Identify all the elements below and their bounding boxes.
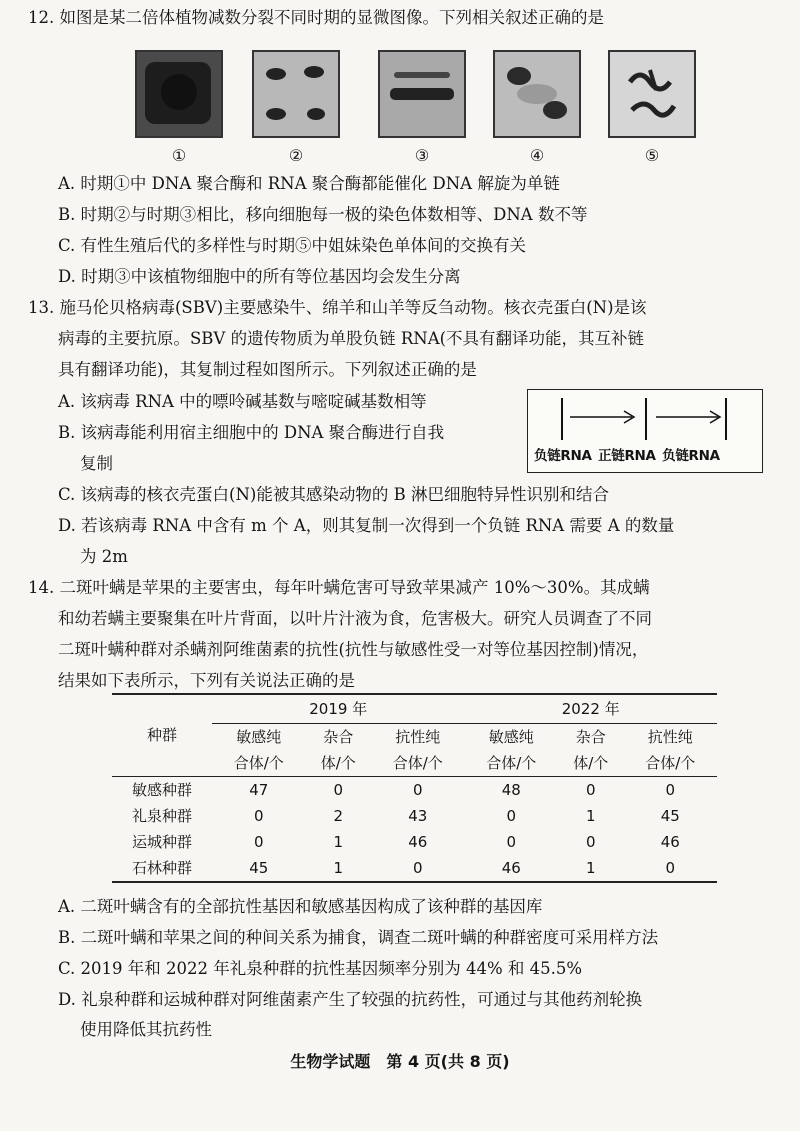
q14-stem-line-3: 二斑叶螨种群对杀螨剂阿维菌素的抗性(抗性与敏感性受一对等位基因控制)情况，	[58, 640, 649, 659]
table-subheader-unit: 合体/个	[486, 753, 537, 772]
table-subheader: 抗性纯	[647, 727, 693, 746]
table-cell: 0	[665, 858, 675, 877]
table-header-2022: 2022 年	[464, 694, 717, 724]
q14-stem-line-1: 14. 二斑叶螨是苹果的主要害虫，每年叶螨危害可导致苹果减产 10%～30%。其成螨	[28, 578, 650, 597]
q13-option-a: A. 该病毒 RNA 中的嘌呤碱基数与嘧啶碱基数相等	[58, 392, 427, 411]
table-subheader: 敏感纯	[488, 727, 534, 746]
micrograph-4	[493, 50, 581, 138]
micrograph-label-4: ④	[529, 146, 545, 165]
q14-stem-line-4: 结果如下表所示，下列有关说法正确的是	[58, 671, 355, 690]
table-cell: 1	[585, 806, 596, 825]
q13-option-b-cont: 复制	[80, 454, 113, 473]
table-cell: 0	[506, 832, 516, 851]
q12-option-b: B. 时期②与时期③相比，移向细胞每一极的染色体数相等、DNA 数不等	[58, 205, 588, 224]
q14-stem-line-2: 和幼若螨主要聚集在叶片背面，以叶片汁液为食，危害极大。研究人员调查了不同	[58, 609, 652, 628]
table-subheader: 抗性纯	[395, 727, 441, 746]
table-subheader-unit: 合体/个	[233, 753, 284, 772]
table-cell: 0	[585, 832, 596, 851]
q14-option-d: D. 礼泉种群和运城种群对阿维菌素产生了较强的抗药性，可通过与其他药剂轮换	[58, 990, 643, 1009]
table-cell: 45	[249, 858, 269, 877]
table-cell: 46	[660, 832, 680, 851]
micrograph-label-3: ③	[414, 146, 430, 165]
q13-option-d-cont: 为 2m	[80, 547, 128, 566]
table-subheader: 杂合	[575, 727, 606, 746]
table-subheader: 敏感纯	[236, 727, 282, 746]
diagram-label-positive: 正链RNA	[598, 448, 656, 464]
table-subheader-unit: 体/个	[573, 753, 609, 772]
micrograph-label-5: ⑤	[644, 146, 660, 165]
table-subheader-unit: 体/个	[320, 753, 356, 772]
table-cell: 0	[506, 806, 516, 825]
resistance-table	[112, 693, 717, 883]
table-cell: 47	[249, 780, 269, 799]
table-cell: 0	[253, 806, 264, 825]
row-name: 礼泉种群	[131, 806, 192, 825]
table-subheader: 杂合	[323, 727, 354, 746]
table-cell: 1	[585, 858, 596, 877]
diagram-label-negative-2: 负链RNA	[662, 448, 720, 464]
table-cell: 45	[660, 806, 680, 825]
micrograph-3	[378, 50, 466, 138]
table-row	[112, 777, 717, 804]
table-cell: 0	[665, 780, 675, 799]
q12-option-a: A. 时期①中 DNA 聚合酶和 RNA 聚合酶都能催化 DNA 解旋为单链	[58, 174, 560, 193]
q13-stem-line-2: 病毒的主要抗原。SBV 的遗传物质为单股负链 RNA(不具有翻译功能，其互补链	[58, 329, 645, 348]
q14-option-c: C. 2019 年和 2022 年礼泉种群的抗性基因频率分别为 44% 和 45.5%	[58, 959, 583, 978]
table-cell: 1	[333, 832, 344, 851]
table-header-2019: 2019 年	[212, 694, 464, 724]
micrograph-1	[135, 50, 223, 138]
q13-stem-line-3: 具有翻译功能)，其复制过程如图所示。下列叙述正确的是	[58, 360, 477, 379]
q12-micrographs	[0, 46, 800, 166]
diagram-labels	[534, 446, 722, 466]
micrograph-5	[608, 50, 696, 138]
diagram-label-negative-1: 负链RNA	[534, 448, 592, 464]
micrograph-2	[252, 50, 340, 138]
q12-option-c: C. 有性生殖后代的多样性与时期⑤中姐妹染色单体间的交换有关	[58, 236, 527, 255]
table-cell: 0	[412, 858, 423, 877]
micrograph-label-1: ①	[171, 146, 187, 165]
row-name: 运城种群	[131, 832, 192, 851]
page-footer: 生物学试题 第 4 页(共 8 页)	[290, 1052, 510, 1071]
table-row	[112, 803, 717, 829]
table-cell: 0	[412, 780, 423, 799]
q14-option-b: B. 二斑叶螨和苹果之间的种间关系为捕食，调查二斑叶螨的种群密度可采用样方法	[58, 928, 659, 947]
micrograph-label-2: ②	[288, 146, 304, 165]
table-cell: 1	[333, 858, 344, 877]
q13-option-d: D. 若该病毒 RNA 中含有 m 个 A，则其复制一次得到一个负链 RNA 需要 A 的数量	[58, 516, 675, 535]
table-header-population: 种群	[112, 694, 212, 777]
row-name: 石林种群	[131, 858, 192, 877]
table-row	[112, 855, 717, 882]
rna-replication-diagram	[527, 389, 763, 473]
q12-option-d: D. 时期③中该植物细胞中的所有等位基因均会发生分离	[58, 267, 461, 286]
table-row	[112, 829, 717, 855]
table-cell: 46	[408, 832, 428, 851]
q13-stem-line-1: 13. 施马伦贝格病毒(SBV)主要感染牛、绵羊和山羊等反刍动物。核衣壳蛋白(N)是该	[28, 298, 647, 317]
table-cell: 0	[585, 780, 596, 799]
table-cell: 48	[501, 780, 521, 799]
table-cell: 0	[253, 832, 264, 851]
table-cell: 0	[333, 780, 344, 799]
q13-option-c: C. 该病毒的核衣壳蛋白(N)能被其感染动物的 B 淋巴细胞特异性识别和结合	[58, 485, 609, 504]
q14-option-d-cont: 使用降低其抗药性	[80, 1020, 212, 1039]
table-subheader-unit: 合体/个	[392, 753, 443, 772]
table-cell: 43	[408, 806, 428, 825]
table-subheader-unit: 合体/个	[645, 753, 696, 772]
q12-stem: 12. 如图是某二倍体植物减数分裂不同时期的显微图像。下列相关叙述正确的是	[28, 8, 604, 27]
table-cell: 2	[333, 806, 344, 825]
q13-option-b: B. 该病毒能利用宿主细胞中的 DNA 聚合酶进行自我	[58, 423, 445, 442]
table-cell: 46	[501, 858, 521, 877]
q14-option-a: A. 二斑叶螨含有的全部抗性基因和敏感基因构成了该种群的基因库	[58, 897, 543, 916]
row-name: 敏感种群	[131, 780, 192, 799]
